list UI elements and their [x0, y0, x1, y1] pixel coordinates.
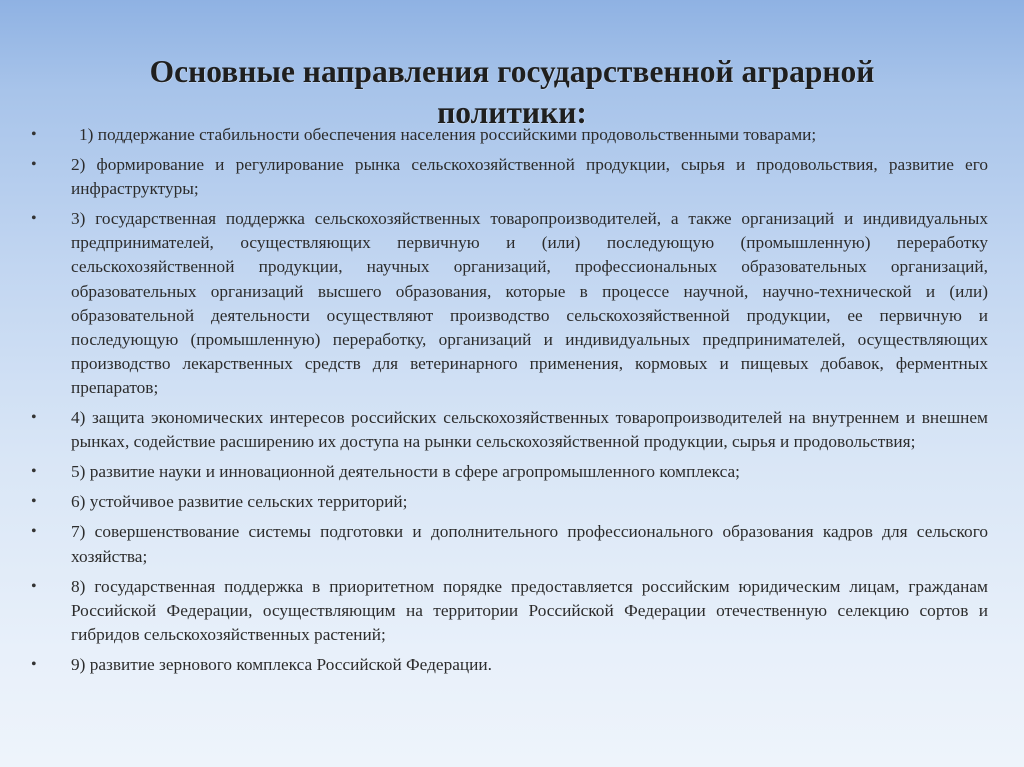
list-item-text: 8) государственная поддержка в приоритетном порядке предоставляется российским юридическим лицам, гражданам Российской Федерации, осуществляющим на территории Российской Федерации отечественную селекцию сортов и гибридов сельскохозяйственных растений; [71, 576, 988, 644]
list-item [31, 653, 988, 677]
bullet-icon: • [31, 156, 37, 174]
list-item [31, 207, 988, 400]
list-item [31, 490, 988, 514]
list-item-text: 6) устойчивое развитие сельских территорий; [71, 492, 408, 512]
bullet-icon: • [31, 493, 37, 511]
bullet-icon: • [31, 577, 37, 595]
bullet-icon: • [31, 523, 37, 541]
bullet-icon: • [31, 126, 37, 143]
list-item [31, 153, 988, 201]
slide-title [60, 51, 964, 133]
bullet-icon: • [31, 463, 37, 481]
list-item-text: 9) развитие зернового комплекса Российской Федерации. [71, 654, 492, 674]
slide-title-line-2: политики: [437, 95, 587, 131]
slide-title-line-1: Основные направления государственной аграрной [149, 54, 875, 90]
list-item-text: 7) совершенствование системы подготовки и дополнительного профессионального образования кадров для сельского хозяйства; [71, 522, 988, 566]
list-item [31, 520, 988, 568]
list-item [31, 460, 988, 484]
list-item [31, 123, 988, 147]
list-item [31, 406, 988, 454]
list-item-text: 2) формирование и регулирование рынка сельскохозяйственной продукции, сырья и продовольствия, развитие его инфраструктуры; [71, 155, 988, 199]
bullet-icon: • [31, 409, 37, 427]
bullet-icon: • [31, 210, 37, 228]
list-item-text: 3) государственная поддержка сельскохозяйственных товаропроизводителей, а также организаций и индивидуальных предпринимателей, осуществляющих первичную и (или) последующую (промышленную) переработку сельскохозяйственной продукции, научных организаций, профессиональных образовательных организаций, образовательных организаций высшего образования, которые в процессе научной, научно-технической и (или) образовательной деятельности осуществляют производство сельскохозяйственной продукции, ее первичную и последующую (промышленную) переработку, организаций и индивидуальных предпринимателей, осуществляющих производство лекарственных средств для ветеринарного применения, кормовых и пищевых добавок, ферментных препаратов; [71, 209, 988, 397]
list-item-text: 1) поддержание стабильности обеспечения населения российскими продовольственными товарами; [79, 125, 817, 144]
bullet-icon: • [31, 655, 37, 673]
list-item [31, 575, 988, 647]
list-item-text: 5) развитие науки и инновационной деятельности в сфере агропромышленного комплекса; [71, 462, 740, 482]
directions-list [31, 123, 988, 683]
list-item-text: 4) защита экономических интересов российских сельскохозяйственных товаропроизводителей на внутреннем и внешнем рынках, содействие расширению их доступа на рынки сельскохозяйственной продукции, сырья и продовольствия; [71, 408, 988, 452]
